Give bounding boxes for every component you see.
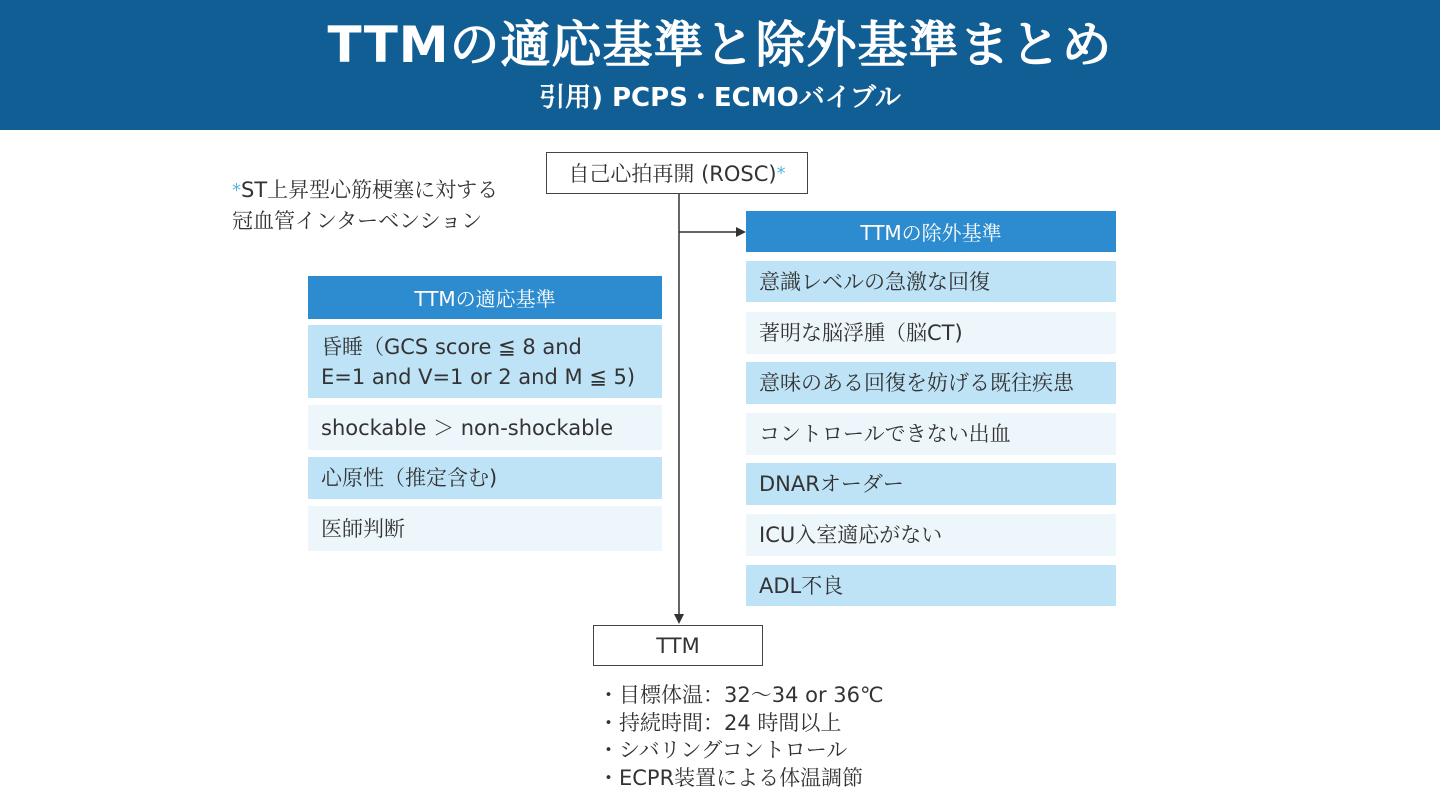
ttm-detail-item: ・ECPR装置による体温調節	[598, 765, 864, 790]
exclusion-item: DNARオーダー	[746, 463, 1116, 505]
rosc-box	[546, 152, 808, 194]
indication-item-text: 昏睡（GCS score ≦ 8 and	[321, 335, 582, 359]
ttm-details	[598, 682, 884, 792]
exclusion-item: ADL不良	[746, 565, 1116, 606]
exclusion-arrowhead	[736, 227, 746, 237]
exclusion-header: TTMの除外基準	[746, 211, 1116, 252]
indication-item-shockable: shockable ＞ non-shockable	[308, 405, 662, 450]
ttm-box: TTM	[593, 625, 763, 666]
rosc-asterisk: *	[776, 162, 786, 184]
citation-subtitle: 引用) PCPS・ECMOバイブル	[539, 83, 901, 113]
exclusion-item: コントロールできない出血	[746, 413, 1116, 455]
indication-item-coma	[308, 325, 662, 398]
ttm-detail-item: ・持続時間：24 時間以上	[598, 710, 842, 735]
exclusion-item: 意識レベルの急激な回復	[746, 261, 1116, 302]
exclusion-item: 著明な脳浮腫（脳CT)	[746, 312, 1116, 354]
ttm-detail-item: ・シバリングコントロール	[598, 738, 848, 762]
exclusion-item: ICU入室適応がない	[746, 514, 1116, 556]
indication-item-cardiogenic: 心原性（推定含む)	[308, 457, 662, 499]
footnote	[232, 175, 498, 237]
ttm-arrowhead	[674, 614, 684, 624]
footnote-line-2: 冠血管インターベンション	[232, 209, 483, 233]
indication-item-physician: 医師判断	[308, 506, 662, 551]
page-title: TTMの適応基準と除外基準まとめ	[327, 16, 1113, 74]
footnote-asterisk: *	[232, 180, 241, 201]
exclusion-item: 意味のある回復を妨げる既往疾患	[746, 362, 1116, 404]
footnote-line-1: ST上昇型心筋梗塞に対する	[241, 178, 499, 202]
indication-item-text: E=1 and V=1 or 2 and M ≦ 5)	[321, 365, 636, 389]
rosc-label: 自己心拍再開 (ROSC)	[568, 162, 777, 186]
ttm-detail-item: ・目標体温：32～34 or 36℃	[598, 683, 884, 707]
indication-header: TTMの適応基準	[308, 276, 662, 319]
